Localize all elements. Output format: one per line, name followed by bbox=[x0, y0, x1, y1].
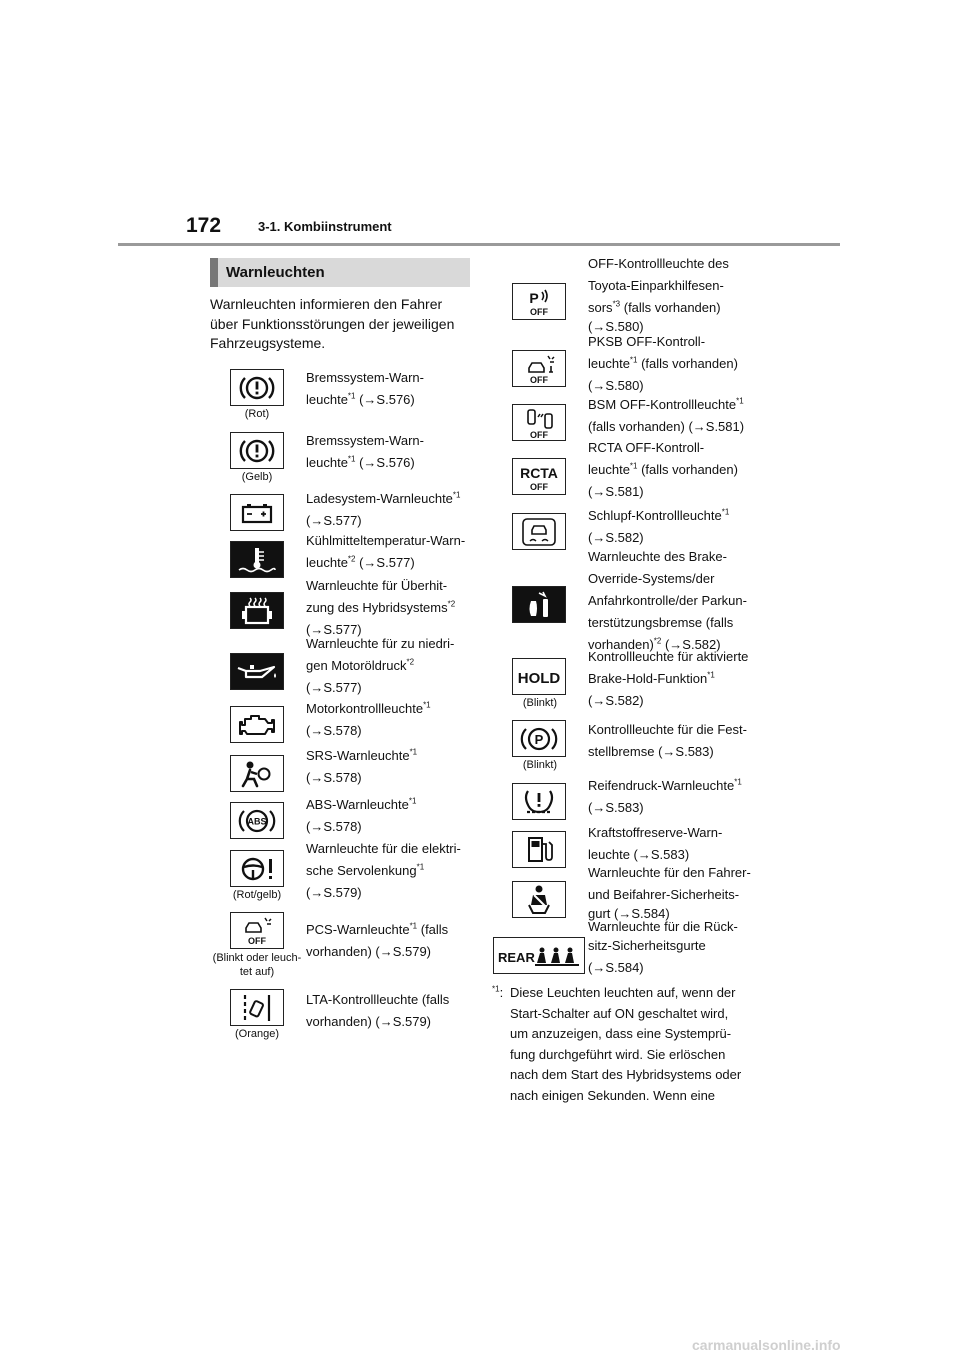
item-description: Bremssystem-Warn- leuchte$^{*1}$ (→S.576) bbox=[306, 370, 424, 407]
footnote bbox=[492, 983, 741, 1106]
item-description: Bremssystem-Warn- leuchte$^{*1}$ (→S.576) bbox=[306, 433, 424, 470]
icon-caption: (Rot/gelb) bbox=[232, 889, 282, 901]
chapter-title: 3-1. Kombiinstrument bbox=[258, 219, 392, 234]
item-description: Warnleuchte für den Fahrer- und Beifahrer-Sicherheits- gurt (→S.584) bbox=[588, 865, 751, 921]
rcta-off-icon bbox=[512, 458, 566, 495]
slip-indicator-icon bbox=[512, 513, 566, 550]
intro-line: Fahrzeugsystеme. bbox=[210, 335, 326, 351]
off-label: OFF bbox=[530, 374, 548, 385]
off-label: OFF bbox=[248, 935, 266, 946]
watermark: carmanualsonline.info bbox=[692, 1337, 841, 1353]
icon-caption: (Blinkt) bbox=[522, 759, 558, 771]
battery-icon bbox=[230, 494, 284, 531]
footnote-line: nach einigen Sekunden. Wenn eine bbox=[510, 1087, 716, 1103]
item-description: Motorkontrollleuchte$^{*1}$ (→S.578) bbox=[306, 700, 431, 738]
icon-caption: (Blinkt oder leuch- tet auf) bbox=[212, 952, 302, 978]
item-description: Kühlmitteltemperatur-Warn- leuchte$^{*2}$ (→S.577) bbox=[306, 533, 466, 570]
item-description: Warnleuchte des Brake- Override-Systems/der Anfahrkontrolle/der Parkun- terstützungsbremse (falls vorhanden)$^{*2}$ (→S.582) bbox=[588, 549, 747, 652]
item-description: BSM OFF-Kontrollleuchte$^{*1}$ (falls vorhanden) (→S.581) bbox=[588, 396, 745, 434]
intro-text bbox=[210, 295, 478, 354]
srs-airbag-icon bbox=[230, 755, 284, 792]
icon-caption: (Rot) bbox=[244, 408, 270, 420]
item-description: Warnleuchte für zu niedri- gen Motoröldruck$^{*2}$ (→S.577) bbox=[306, 636, 455, 695]
item-description: Schlupf-Kontrollleuchte$^{*1}$ (→S.582) bbox=[588, 507, 730, 545]
brake-override-icon bbox=[512, 586, 566, 623]
item-description: Warnleuchte für Überhit- zung des Hybridsystems$^{*2}$ (→S.577) bbox=[306, 578, 456, 637]
pksb-off-icon bbox=[512, 350, 566, 387]
hybrid-system-overheat-icon bbox=[230, 592, 284, 629]
item-description: Kontrollleuchte für die Fest- stellbremse (→S.583) bbox=[588, 722, 747, 759]
footnote-mark: $^{*1}$: bbox=[492, 984, 504, 1000]
footnote-line: fung durchgeführt wird. Sie erlöschen bbox=[510, 1046, 726, 1062]
item-description: PKSB OFF-Kontroll- leuchte$^{*1}$ (falls vorhanden) (→S.580) bbox=[588, 334, 738, 393]
rcta-label: RCTA bbox=[520, 464, 558, 481]
lta-lane-icon bbox=[230, 989, 284, 1026]
header-rule bbox=[118, 243, 840, 246]
brake-warning-icon bbox=[230, 369, 284, 406]
footnote-line: um anzuzeigen, dass eine Systemprü- bbox=[510, 1026, 732, 1041]
abs-icon bbox=[230, 802, 284, 839]
power-steering-icon bbox=[230, 850, 284, 887]
hold-label: HOLD bbox=[517, 669, 561, 687]
off-label: OFF bbox=[530, 306, 548, 317]
footnote-line: nach dem Start des Hybridsystems oder bbox=[510, 1067, 742, 1082]
item-description: Warnleuchte für die Rück- sitz-Sicherheitsgurte (→S.584) bbox=[588, 919, 738, 975]
item-description: Kontrollleuchte für aktivierte Brake-Hold-Funktion$^{*1}$ (→S.582) bbox=[588, 649, 749, 708]
bsm-off-icon bbox=[512, 404, 566, 441]
item-description: PCS-Warnleuchte$^{*1}$ (falls vorhanden) (→S.579) bbox=[306, 921, 449, 959]
tire-pressure-icon bbox=[512, 783, 566, 820]
footnote-line: Start-Schalter auf ON geschaltet wird, bbox=[510, 1005, 729, 1021]
parking-brake-icon bbox=[512, 720, 566, 757]
item-description: SRS-Warnleuchte$^{*1}$ (→S.578) bbox=[306, 747, 418, 785]
parking-sensor-off-icon bbox=[512, 283, 566, 320]
item-description: OFF-Kontrollleuchte des Toyota-Einparkhilfesen- sors$^{*3}$ (falls vorhanden) (→S.580) bbox=[588, 256, 729, 334]
hold-icon bbox=[512, 658, 566, 695]
off-label: OFF bbox=[530, 481, 548, 492]
coolant-temperature-icon bbox=[230, 541, 284, 578]
icon-caption: (Blinkt) bbox=[522, 697, 558, 709]
seatbelt-icon bbox=[512, 881, 566, 918]
footnote-line: Diese Leuchten leuchten auf, wenn der bbox=[510, 985, 736, 1000]
item-description: Warnleuchte für die elektri- sche Servolenkung$^{*1}$ (→S.579) bbox=[306, 841, 461, 900]
intro-line: Warnleuchten informieren den Fahrer bbox=[210, 296, 443, 312]
engine-check-icon bbox=[230, 706, 284, 743]
item-description: RCTA OFF-Kontroll- leuchte$^{*1}$ (falls vorhanden) (→S.581) bbox=[588, 440, 738, 499]
icon-caption: (Gelb) bbox=[241, 471, 273, 483]
fuel-icon bbox=[512, 831, 566, 868]
intro-line: über Funktionsstörungen der jeweiligen bbox=[210, 315, 455, 332]
item-description: Kraftstoffreserve-Warn- leuchte (→S.583) bbox=[588, 825, 723, 862]
off-label: OFF bbox=[530, 429, 548, 439]
item-description: Ladesystem-Warnleuchte$^{*1}$ (→S.577) bbox=[306, 490, 461, 528]
p-label: P bbox=[529, 289, 539, 306]
rear-label: REAR bbox=[498, 949, 535, 965]
oil-pressure-icon bbox=[230, 653, 284, 690]
rear-seatbelt-icon bbox=[493, 937, 585, 974]
abs-label: ABS bbox=[247, 816, 267, 826]
pcs-off-icon bbox=[230, 912, 284, 949]
item-description: ABS-Warnleuchte$^{*1}$ (→S.578) bbox=[306, 796, 417, 834]
p-label: P bbox=[534, 731, 544, 747]
section-heading: Warnleuchten bbox=[210, 258, 470, 287]
item-description: LTA-Kontrollleuchte (falls vorhanden) (→S.579) bbox=[306, 992, 450, 1029]
page-number: 172 bbox=[186, 214, 222, 237]
icon-caption: (Orange) bbox=[234, 1028, 280, 1040]
item-description: Reifendruck-Warnleuchte$^{*1}$ (→S.583) bbox=[588, 777, 742, 815]
brake-warning-icon bbox=[230, 432, 284, 469]
